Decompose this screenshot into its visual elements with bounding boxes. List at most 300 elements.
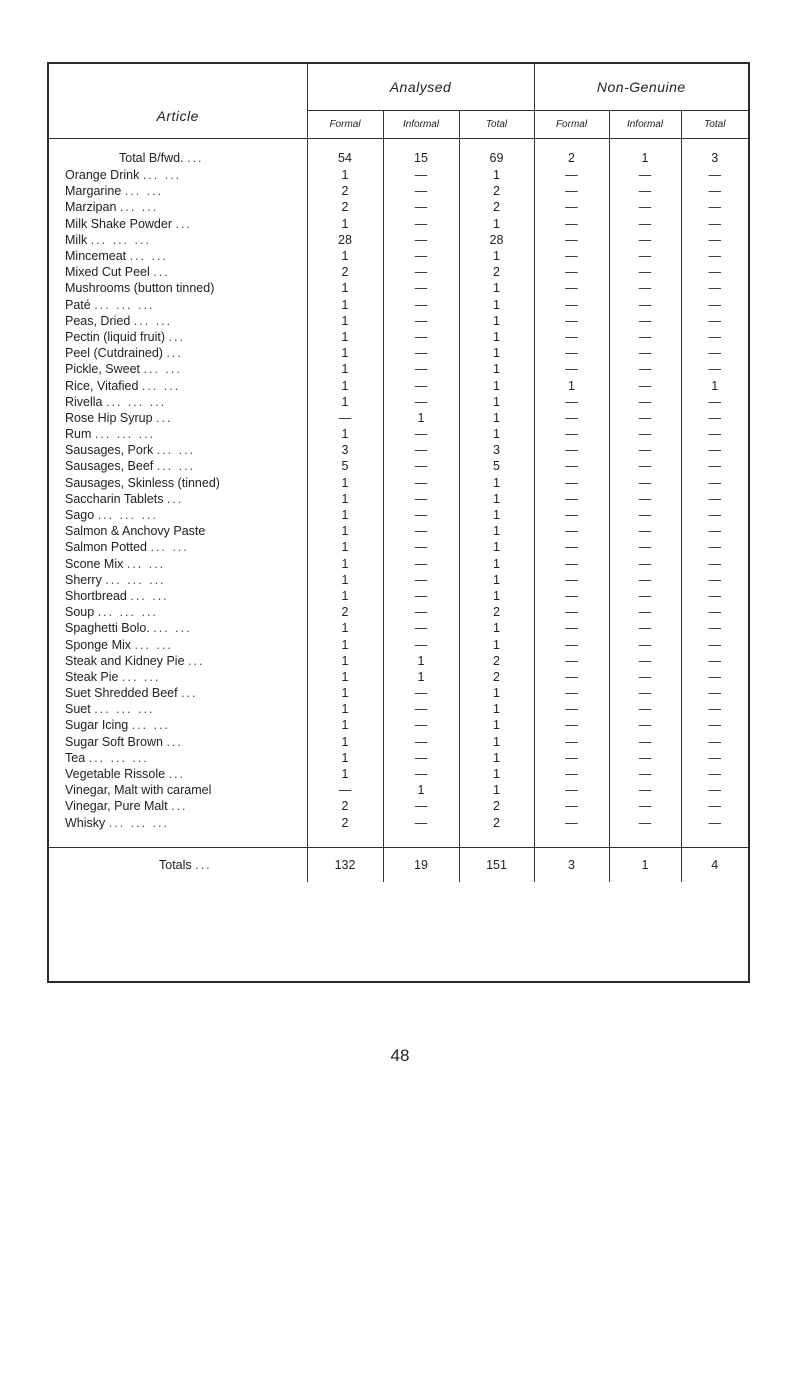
cell-nongenuine-total: — — [681, 539, 748, 555]
cell-analysed-informal: — — [383, 297, 459, 313]
cell-analysed-formal: 2 — [307, 798, 383, 814]
table-row — [49, 717, 748, 733]
cell-nongenuine-total: — — [681, 475, 748, 491]
cell-analysed-total: 1 — [459, 248, 534, 264]
cell-nongenuine-formal: — — [534, 216, 609, 232]
article-name: Salmon & Anchovy Paste — [65, 524, 206, 539]
table-row — [49, 556, 748, 572]
table-row — [49, 539, 748, 555]
cell-nongenuine-informal: — — [609, 685, 681, 701]
cell-nongenuine-formal: — — [534, 669, 609, 685]
cell-nongenuine-informal: — — [609, 588, 681, 604]
cell-nongenuine-informal: — — [609, 507, 681, 523]
cell-nongenuine-total: — — [681, 588, 748, 604]
cell-analysed-total: 2 — [459, 815, 534, 831]
cell-nongenuine-total: — — [681, 458, 748, 474]
cell-nongenuine-total: — — [681, 167, 748, 183]
cell-analysed-total: 1 — [459, 394, 534, 410]
cell-nongenuine-informal: — — [609, 297, 681, 313]
table-row — [49, 167, 748, 183]
article-name: Sausages, Skinless (tinned) — [65, 475, 220, 490]
header-row-groups — [49, 64, 748, 110]
cell-nongenuine-formal: — — [534, 507, 609, 523]
cell-nongenuine-informal: — — [609, 216, 681, 232]
table-row — [49, 475, 748, 491]
cell-nongenuine-formal: — — [534, 523, 609, 539]
cell-nongenuine-formal: — — [534, 717, 609, 733]
cell-nongenuine-formal: — — [534, 426, 609, 442]
cell-nongenuine-formal: — — [534, 475, 609, 491]
article-name: Orange Drink ... ... — [65, 168, 182, 183]
cell-nongenuine-formal: — — [534, 442, 609, 458]
cell-analysed-total: 1 — [459, 280, 534, 296]
cell-analysed-total: 1 — [459, 539, 534, 555]
article-name: Sherry ... ... ... — [65, 572, 166, 587]
cell-nongenuine-informal: — — [609, 798, 681, 814]
cell-analysed-total: 1 — [459, 426, 534, 442]
cell-nongenuine-total: — — [681, 701, 748, 717]
table-row — [49, 264, 748, 280]
cell-nongenuine-formal: — — [534, 199, 609, 215]
article-name: Rose Hip Syrup ... — [65, 410, 173, 425]
cell-analysed-formal: 2 — [307, 815, 383, 831]
article-name: Rivella ... ... ... — [65, 394, 167, 409]
table-row — [49, 361, 748, 377]
cell-analysed-informal: — — [383, 361, 459, 377]
cell-nongenuine-formal: — — [534, 636, 609, 652]
analysed-header: Analysed — [307, 64, 534, 110]
table-row — [49, 248, 748, 264]
table-row — [49, 216, 748, 232]
cell-analysed-total: 2 — [459, 669, 534, 685]
table-row — [49, 345, 748, 361]
cell-analysed-informal: — — [383, 588, 459, 604]
cell-nongenuine-formal: — — [534, 264, 609, 280]
table-row — [49, 653, 748, 669]
cell-nongenuine-total: — — [681, 361, 748, 377]
cell-nongenuine-formal: — — [534, 604, 609, 620]
cell-nongenuine-informal: — — [609, 717, 681, 733]
cell-nongenuine-total: — — [681, 556, 748, 572]
cell-analysed-informal: — — [383, 426, 459, 442]
table-row — [49, 183, 748, 199]
cell-analysed-formal: 2 — [307, 604, 383, 620]
article-name: Vinegar, Pure Malt ... — [65, 799, 188, 814]
cell-nongenuine-informal: — — [609, 426, 681, 442]
cell-nongenuine-total: — — [681, 782, 748, 798]
cell-nongenuine-formal: — — [534, 280, 609, 296]
table-row — [49, 636, 748, 652]
cell-analysed-formal: 1 — [307, 345, 383, 361]
table-row — [49, 491, 748, 507]
table-row — [49, 669, 748, 685]
cell-analysed-informal: — — [383, 685, 459, 701]
cell-nongenuine-informal: — — [609, 183, 681, 199]
article-name: Pectin (liquid fruit) ... — [65, 329, 185, 344]
cell-analysed-formal: 1 — [307, 167, 383, 183]
cell-nongenuine-total: — — [681, 766, 748, 782]
cell-nongenuine-formal: — — [534, 458, 609, 474]
cell-nongenuine-total: 3 — [681, 149, 748, 167]
spacer-row — [49, 831, 748, 848]
cell-analysed-total: 2 — [459, 183, 534, 199]
cell-nongenuine-informal: — — [609, 313, 681, 329]
cell-analysed-informal: — — [383, 199, 459, 215]
cell-nongenuine-total: — — [681, 604, 748, 620]
cell-nongenuine-total: — — [681, 232, 748, 248]
cell-analysed-total: 1 — [459, 297, 534, 313]
cell-nongenuine-formal: — — [534, 766, 609, 782]
cell-analysed-formal: 1 — [307, 750, 383, 766]
cell-analysed-total: 1 — [459, 410, 534, 426]
totals-row — [49, 847, 748, 882]
table-row — [49, 394, 748, 410]
cell-nongenuine-total: — — [681, 345, 748, 361]
cell-nongenuine-formal: — — [534, 588, 609, 604]
article-name: Suet ... ... ... — [65, 702, 155, 717]
article-name: Vegetable Rissole ... — [65, 767, 185, 782]
cell-analysed-informal: — — [383, 377, 459, 393]
cell-analysed-formal: 1 — [307, 491, 383, 507]
nongenuine-informal-header: Informal — [609, 110, 681, 138]
cell-analysed-informal: — — [383, 572, 459, 588]
cell-nongenuine-formal: — — [534, 734, 609, 750]
cell-nongenuine-total: — — [681, 491, 748, 507]
cell-nongenuine-formal: — — [534, 329, 609, 345]
article-name: Sugar Soft Brown ... — [65, 734, 183, 749]
cell-nongenuine-total: — — [681, 669, 748, 685]
article-name: Sago ... ... ... — [65, 508, 158, 523]
cell-nongenuine-informal: — — [609, 232, 681, 248]
article-name: Peel (Cutdrained) ... — [65, 346, 183, 361]
cell-nongenuine-informal: — — [609, 345, 681, 361]
article-name: Margarine ... ... — [65, 184, 164, 199]
totals-label: Totals ... — [49, 847, 307, 882]
cell-nongenuine-formal: 1 — [534, 377, 609, 393]
table-row — [49, 313, 748, 329]
cell-analysed-formal: 1 — [307, 507, 383, 523]
cell-analysed-informal: — — [383, 491, 459, 507]
cell-analysed-formal: 1 — [307, 620, 383, 636]
cell-nongenuine-formal: — — [534, 361, 609, 377]
cell-analysed-total: 1 — [459, 377, 534, 393]
table-row — [49, 588, 748, 604]
report-table-frame — [47, 62, 750, 983]
cell-analysed-total: 2 — [459, 264, 534, 280]
cell-nongenuine-formal: — — [534, 798, 609, 814]
cell-nongenuine-informal: — — [609, 394, 681, 410]
cell-analysed-formal: 1 — [307, 717, 383, 733]
cell-analysed-formal: 2 — [307, 183, 383, 199]
cell-analysed-informal: — — [383, 442, 459, 458]
cell-nongenuine-informal: — — [609, 750, 681, 766]
cell-analysed-informal: — — [383, 232, 459, 248]
table-row — [49, 523, 748, 539]
article-name: Mushrooms (button tinned) — [65, 281, 215, 296]
cell-nongenuine-informal: — — [609, 669, 681, 685]
cell-nongenuine-informal: — — [609, 248, 681, 264]
cell-analysed-informal: — — [383, 507, 459, 523]
cell-analysed-informal: 15 — [383, 149, 459, 167]
cell-nongenuine-informal: — — [609, 475, 681, 491]
cell-analysed-informal: — — [383, 183, 459, 199]
article-name: Saccharin Tablets ... — [65, 491, 184, 506]
cell-nongenuine-total: — — [681, 523, 748, 539]
table-row — [49, 798, 748, 814]
cell-analysed-informal: 1 — [383, 782, 459, 798]
cell-nongenuine-formal: — — [534, 539, 609, 555]
article-name: Total B/fwd. ... — [119, 151, 204, 165]
article-name: Shortbread ... ... — [65, 588, 169, 603]
table-row — [49, 766, 748, 782]
cell-analysed-formal: 1 — [307, 766, 383, 782]
cell-analysed-total: 2 — [459, 653, 534, 669]
cell-analysed-total: 1 — [459, 620, 534, 636]
article-name: Marzipan ... ... — [65, 200, 159, 215]
cell-nongenuine-informal: 1 — [609, 149, 681, 167]
cell-nongenuine-total: — — [681, 313, 748, 329]
cell-nongenuine-formal: — — [534, 701, 609, 717]
analysed-total-header: Total — [459, 110, 534, 138]
cell-analysed-total: 2 — [459, 798, 534, 814]
cell-nongenuine-total: — — [681, 620, 748, 636]
cell-analysed-formal: 1 — [307, 636, 383, 652]
cell-analysed-informal: — — [383, 458, 459, 474]
cell-analysed-formal: 1 — [307, 523, 383, 539]
cell-analysed-formal: 1 — [307, 669, 383, 685]
page-number: 48 — [390, 1046, 410, 1065]
nongenuine-formal-header: Formal — [534, 110, 609, 138]
table-row — [49, 442, 748, 458]
cell-nongenuine-total: — — [681, 507, 748, 523]
cell-analysed-total: 5 — [459, 458, 534, 474]
table-row — [49, 149, 748, 167]
cell-analysed-total: 1 — [459, 734, 534, 750]
cell-analysed-formal: 2 — [307, 264, 383, 280]
cell-analysed-informal: — — [383, 345, 459, 361]
table-body — [49, 149, 748, 847]
cell-nongenuine-total: — — [681, 442, 748, 458]
cell-nongenuine-total: — — [681, 410, 748, 426]
cell-nongenuine-total: 1 — [681, 377, 748, 393]
cell-analysed-formal: 1 — [307, 248, 383, 264]
cell-analysed-total: 1 — [459, 766, 534, 782]
cell-analysed-formal: 1 — [307, 685, 383, 701]
cell-analysed-informal: — — [383, 329, 459, 345]
cell-analysed-total: 1 — [459, 329, 534, 345]
cell-nongenuine-informal: — — [609, 572, 681, 588]
cell-nongenuine-total: — — [681, 572, 748, 588]
cell-nongenuine-total: — — [681, 216, 748, 232]
cell-analysed-informal: — — [383, 701, 459, 717]
cell-analysed-total: 2 — [459, 199, 534, 215]
cell-analysed-informal: — — [383, 523, 459, 539]
cell-nongenuine-total: — — [681, 636, 748, 652]
article-name: Whisky ... ... ... — [65, 815, 169, 830]
totals-analysed-formal: 132 — [307, 847, 383, 882]
cell-nongenuine-formal: — — [534, 556, 609, 572]
cell-analysed-informal: 1 — [383, 669, 459, 685]
cell-nongenuine-total: — — [681, 329, 748, 345]
table-row — [49, 232, 748, 248]
cell-analysed-informal: — — [383, 539, 459, 555]
table-row — [49, 685, 748, 701]
article-name: Scone Mix ... ... — [65, 556, 166, 571]
cell-nongenuine-formal: — — [534, 410, 609, 426]
cell-analysed-total: 1 — [459, 750, 534, 766]
cell-analysed-formal: 1 — [307, 394, 383, 410]
cell-nongenuine-informal: — — [609, 280, 681, 296]
cell-analysed-total: 3 — [459, 442, 534, 458]
cell-analysed-total: 1 — [459, 491, 534, 507]
cell-nongenuine-total: — — [681, 815, 748, 831]
cell-nongenuine-informal: — — [609, 556, 681, 572]
cell-nongenuine-total: — — [681, 280, 748, 296]
cell-nongenuine-informal: — — [609, 523, 681, 539]
table-row — [49, 426, 748, 442]
article-name: Rice, Vitafied ... ... — [65, 378, 181, 393]
cell-analysed-total: 1 — [459, 167, 534, 183]
article-name: Milk Shake Powder ... — [65, 216, 192, 231]
cell-nongenuine-total: — — [681, 248, 748, 264]
cell-analysed-formal: 1 — [307, 653, 383, 669]
article-name: Soup ... ... ... — [65, 605, 158, 620]
cell-analysed-formal: 1 — [307, 426, 383, 442]
cell-analysed-formal: 1 — [307, 377, 383, 393]
article-name: Rum ... ... ... — [65, 427, 156, 442]
cell-nongenuine-formal: — — [534, 620, 609, 636]
cell-analysed-total: 1 — [459, 685, 534, 701]
article-name: Steak Pie ... ... — [65, 669, 161, 684]
article-name: Milk ... ... ... — [65, 232, 151, 247]
cell-analysed-total: 1 — [459, 556, 534, 572]
article-header: Article — [156, 108, 199, 124]
cell-analysed-total: 1 — [459, 361, 534, 377]
cell-nongenuine-total: — — [681, 798, 748, 814]
cell-analysed-formal: 1 — [307, 329, 383, 345]
article-name: Vinegar, Malt with caramel — [65, 783, 212, 798]
totals-nongenuine-informal: 1 — [609, 847, 681, 882]
article-name: Tea ... ... ... — [65, 750, 149, 765]
cell-analysed-informal: — — [383, 604, 459, 620]
cell-analysed-formal: 1 — [307, 216, 383, 232]
cell-analysed-informal: — — [383, 556, 459, 572]
cell-nongenuine-formal: — — [534, 653, 609, 669]
cell-nongenuine-total: — — [681, 426, 748, 442]
cell-nongenuine-formal: — — [534, 297, 609, 313]
cell-nongenuine-total: — — [681, 394, 748, 410]
cell-nongenuine-informal: — — [609, 361, 681, 377]
cell-analysed-total: 1 — [459, 216, 534, 232]
cell-nongenuine-informal: — — [609, 604, 681, 620]
cell-nongenuine-informal: — — [609, 620, 681, 636]
cell-nongenuine-informal: — — [609, 167, 681, 183]
table-row — [49, 199, 748, 215]
cell-nongenuine-formal: — — [534, 572, 609, 588]
cell-nongenuine-formal: — — [534, 782, 609, 798]
table-row — [49, 458, 748, 474]
article-name: Steak and Kidney Pie ... — [65, 653, 205, 668]
cell-analysed-total: 2 — [459, 604, 534, 620]
article-name: Pickle, Sweet ... ... — [65, 362, 182, 377]
cell-nongenuine-informal: — — [609, 199, 681, 215]
cell-analysed-formal: 1 — [307, 588, 383, 604]
cell-analysed-formal: 1 — [307, 297, 383, 313]
cell-analysed-total: 1 — [459, 523, 534, 539]
article-name: Suet Shredded Beef ... — [65, 686, 198, 701]
cell-nongenuine-informal: — — [609, 815, 681, 831]
cell-nongenuine-total: — — [681, 199, 748, 215]
analysed-formal-header: Formal — [307, 110, 383, 138]
cell-nongenuine-formal: — — [534, 345, 609, 361]
table-row — [49, 750, 748, 766]
article-name: Salmon Potted ... ... — [65, 540, 189, 555]
cell-analysed-total: 28 — [459, 232, 534, 248]
cell-analysed-informal: — — [383, 636, 459, 652]
cell-analysed-total: 1 — [459, 717, 534, 733]
cell-nongenuine-formal: — — [534, 167, 609, 183]
cell-nongenuine-total: — — [681, 183, 748, 199]
cell-analysed-informal: — — [383, 248, 459, 264]
cell-nongenuine-informal: — — [609, 636, 681, 652]
table-row — [49, 377, 748, 393]
table-row — [49, 410, 748, 426]
cell-nongenuine-formal: 2 — [534, 149, 609, 167]
cell-nongenuine-formal: — — [534, 815, 609, 831]
header-rule — [49, 139, 748, 150]
article-name: Mixed Cut Peel ... — [65, 265, 170, 280]
cell-analysed-formal: 3 — [307, 442, 383, 458]
cell-nongenuine-total: — — [681, 717, 748, 733]
cell-nongenuine-informal: — — [609, 264, 681, 280]
cell-nongenuine-formal: — — [534, 232, 609, 248]
cell-analysed-informal: — — [383, 766, 459, 782]
totals-nongenuine-formal: 3 — [534, 847, 609, 882]
cell-analysed-informal: — — [383, 475, 459, 491]
table-row — [49, 507, 748, 523]
table-row — [49, 297, 748, 313]
analysed-informal-header: Informal — [383, 110, 459, 138]
cell-nongenuine-informal: — — [609, 734, 681, 750]
article-name: Sugar Icing ... ... — [65, 718, 171, 733]
analysis-table — [49, 64, 748, 882]
cell-analysed-total: 1 — [459, 782, 534, 798]
cell-analysed-formal: 1 — [307, 701, 383, 717]
article-name: Sponge Mix ... ... — [65, 637, 173, 652]
cell-nongenuine-informal: — — [609, 458, 681, 474]
cell-analysed-informal: — — [383, 216, 459, 232]
cell-nongenuine-formal: — — [534, 248, 609, 264]
table-row — [49, 572, 748, 588]
cell-nongenuine-informal: — — [609, 701, 681, 717]
table-row — [49, 604, 748, 620]
cell-analysed-formal: 1 — [307, 539, 383, 555]
cell-nongenuine-total: — — [681, 297, 748, 313]
cell-nongenuine-formal: — — [534, 394, 609, 410]
cell-analysed-formal: 1 — [307, 572, 383, 588]
cell-analysed-informal: 1 — [383, 410, 459, 426]
article-name: Sausages, Pork ... ... — [65, 443, 196, 458]
cell-analysed-total: 1 — [459, 345, 534, 361]
cell-analysed-total: 69 — [459, 149, 534, 167]
cell-analysed-formal: 1 — [307, 734, 383, 750]
cell-nongenuine-total: — — [681, 264, 748, 280]
cell-nongenuine-informal: — — [609, 653, 681, 669]
cell-nongenuine-formal: — — [534, 750, 609, 766]
cell-analysed-formal: 1 — [307, 556, 383, 572]
cell-nongenuine-informal: — — [609, 766, 681, 782]
cell-analysed-total: 1 — [459, 475, 534, 491]
